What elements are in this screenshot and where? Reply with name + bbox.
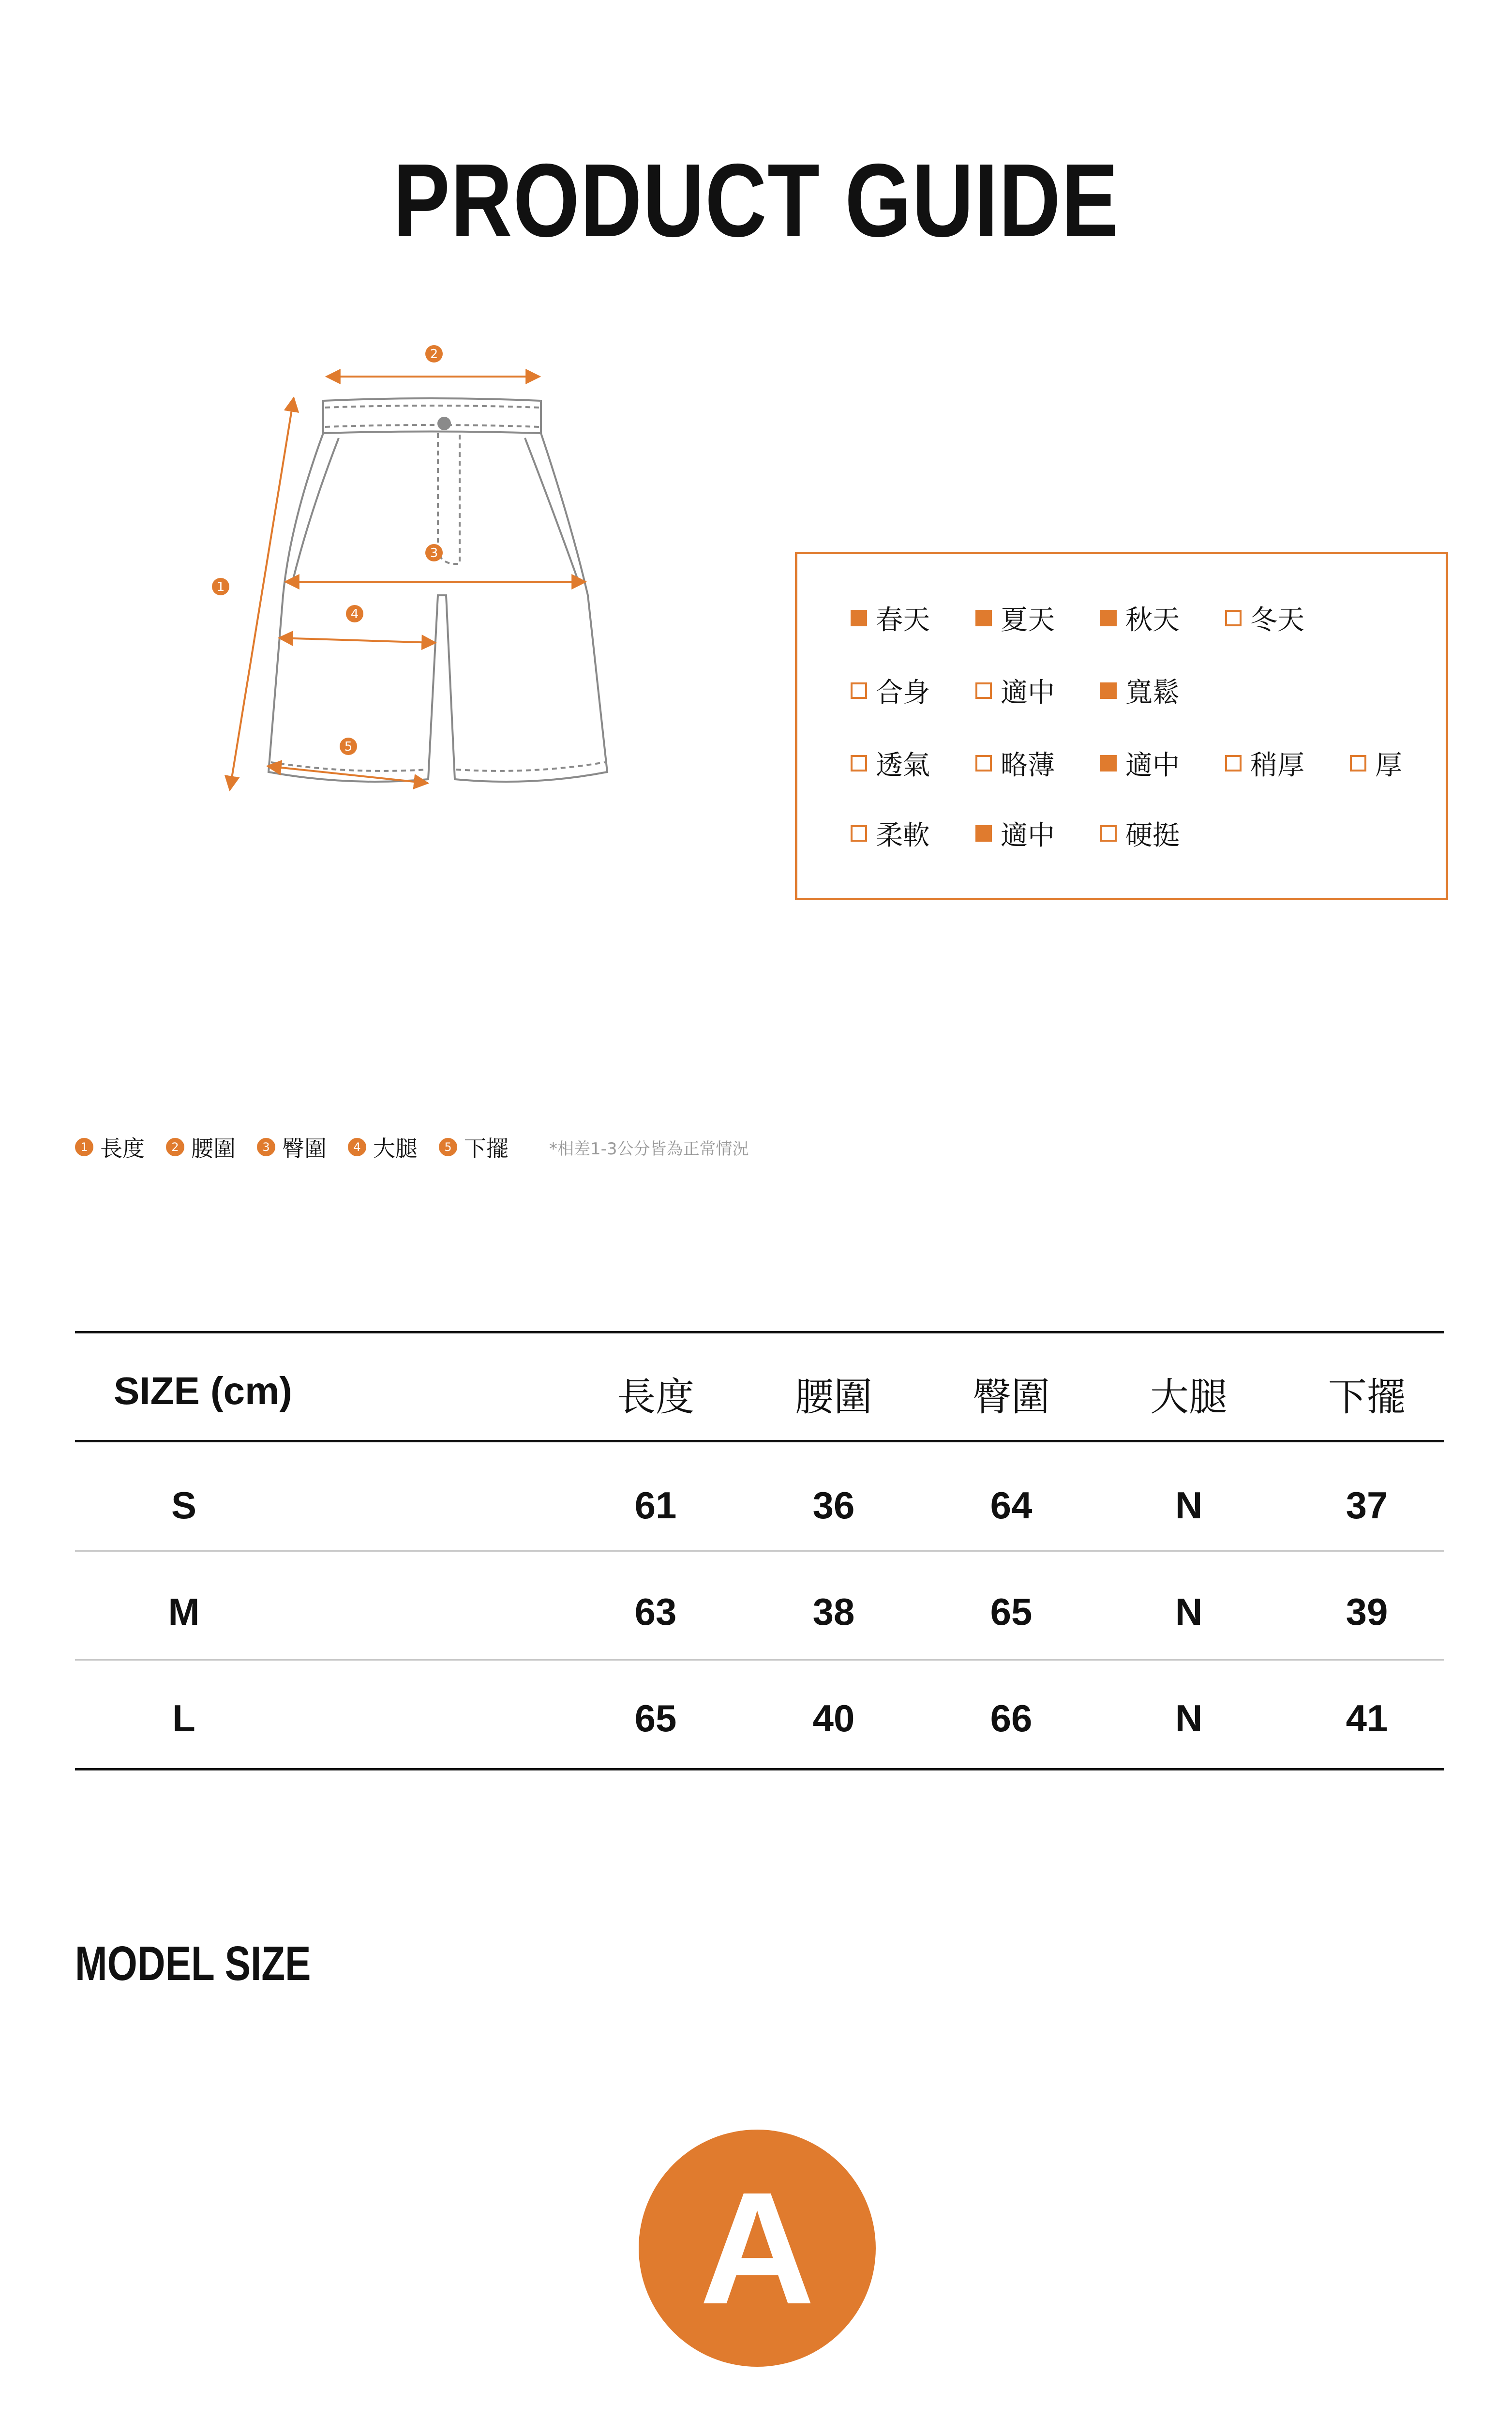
checkbox-empty-icon <box>851 825 867 842</box>
row-divider <box>75 1659 1444 1661</box>
marker-4 <box>346 605 363 622</box>
attr-item <box>1225 601 1350 635</box>
hem-cell: 39 <box>1346 1590 1388 1633</box>
attr-item <box>851 674 975 708</box>
attr-label: 硬挺 <box>1125 820 1180 851</box>
marker-2 <box>425 345 443 363</box>
texture-row <box>851 817 1225 850</box>
legend-label: 腰圍 <box>191 1135 236 1162</box>
attr-item <box>1350 746 1408 780</box>
attribute-box <box>795 552 1448 900</box>
attr-label: 適中 <box>1001 820 1055 851</box>
tolerance-note: *相差1-3公分皆為正常情況 <box>549 1139 749 1159</box>
hip-cell: 65 <box>990 1590 1033 1633</box>
size-cell: S <box>171 1484 197 1527</box>
attr-label: 透氣 <box>876 750 930 781</box>
attr-label: 冬天 <box>1250 605 1304 636</box>
checkbox-empty-icon <box>1350 755 1366 771</box>
svg-text:2: 2 <box>430 347 438 362</box>
attr-label: 適中 <box>1125 750 1180 781</box>
number-badge: 3 <box>257 1138 275 1156</box>
checkbox-empty-icon <box>975 682 992 699</box>
svg-text:4: 4 <box>350 607 359 621</box>
attr-label: 寬鬆 <box>1125 677 1180 709</box>
legend-label: 下擺 <box>464 1135 509 1162</box>
hem-cell: 37 <box>1346 1484 1388 1527</box>
checkbox-empty-icon <box>851 755 867 771</box>
number-badge: 2 <box>166 1138 184 1156</box>
attr-label: 適中 <box>1001 677 1055 709</box>
length-cell: 63 <box>634 1590 677 1633</box>
marker-3 <box>425 544 443 561</box>
checkbox-empty-icon <box>1225 755 1242 771</box>
attr-item <box>975 601 1100 635</box>
length-cell: 61 <box>634 1484 677 1527</box>
attr-item <box>1100 746 1225 780</box>
season-row <box>851 601 1350 635</box>
marker-1 <box>212 578 229 595</box>
legend-item <box>439 1131 509 1163</box>
waist-cell: 36 <box>812 1484 855 1527</box>
checkbox-checked-icon <box>975 825 992 842</box>
svg-text:3: 3 <box>430 546 438 560</box>
checkbox-empty-icon <box>975 755 992 771</box>
attr-item <box>851 601 975 635</box>
table-header-waist: 腰圍 <box>795 1375 872 1420</box>
hip-cell: 66 <box>990 1697 1033 1739</box>
attr-item <box>851 746 975 780</box>
length-cell: 65 <box>634 1697 677 1739</box>
waist-cell: 38 <box>812 1590 855 1633</box>
thigh-cell: N <box>1175 1484 1203 1527</box>
attr-label: 柔軟 <box>876 820 930 851</box>
attr-label: 秋天 <box>1125 605 1180 636</box>
checkbox-empty-icon <box>851 682 867 699</box>
fit-row <box>851 674 1225 708</box>
model-size-title: MODEL SIZE <box>75 1936 311 1991</box>
attr-item <box>1100 601 1225 635</box>
attr-item <box>975 674 1100 708</box>
checkbox-empty-icon <box>1100 825 1117 842</box>
attr-label: 合身 <box>876 677 930 709</box>
legend-label: 大腿 <box>373 1135 418 1162</box>
attr-label: 厚 <box>1375 750 1402 781</box>
avatar: A <box>639 2130 876 2367</box>
table-header-hem: 下擺 <box>1328 1375 1406 1420</box>
measurement-legend <box>75 1133 749 1162</box>
table-header-length: 長度 <box>617 1375 694 1420</box>
thickness-row <box>851 746 1408 780</box>
checkbox-checked-icon <box>1100 755 1117 771</box>
legend-item <box>75 1131 145 1163</box>
thigh-line <box>279 638 435 643</box>
table-header-hip: 臀圍 <box>973 1375 1050 1420</box>
size-cell: M <box>168 1590 200 1633</box>
legend-item <box>166 1131 236 1163</box>
table-header-rule <box>75 1440 1444 1442</box>
attr-item <box>851 817 975 850</box>
table-header-size: SIZE (cm) <box>114 1369 292 1412</box>
checkbox-checked-icon <box>851 610 867 626</box>
svg-text:5: 5 <box>344 740 353 754</box>
checkbox-checked-icon <box>1100 682 1117 699</box>
legend-label: 臀圍 <box>282 1135 327 1162</box>
attr-label: 夏天 <box>1001 605 1055 636</box>
table-bottom-rule <box>75 1768 1444 1770</box>
hip-cell: 64 <box>990 1484 1033 1527</box>
marker-5 <box>340 738 357 755</box>
legend-item <box>348 1131 418 1163</box>
attr-item <box>1100 817 1225 850</box>
number-badge: 4 <box>348 1138 366 1156</box>
waist-cell: 40 <box>812 1697 855 1739</box>
thigh-cell: N <box>1175 1590 1203 1633</box>
shorts-outline-icon <box>203 339 639 847</box>
hem-cell: 41 <box>1346 1697 1388 1739</box>
size-cell: L <box>172 1697 195 1739</box>
attr-label: 略薄 <box>1001 750 1055 781</box>
table-header-thigh: 大腿 <box>1150 1375 1228 1420</box>
page-title: PRODUCT GUIDE <box>393 142 1119 258</box>
attr-item <box>1225 746 1350 780</box>
number-badge: 5 <box>439 1138 457 1156</box>
legend-item <box>257 1131 327 1163</box>
checkbox-checked-icon <box>1100 610 1117 626</box>
row-divider <box>75 1550 1444 1552</box>
legend-label: 長度 <box>100 1135 145 1162</box>
attr-item <box>1100 674 1225 708</box>
thigh-cell: N <box>1175 1697 1203 1739</box>
attr-label: 春天 <box>876 605 930 636</box>
attr-item <box>975 746 1100 780</box>
number-badge: 1 <box>75 1138 93 1156</box>
checkbox-checked-icon <box>975 610 992 626</box>
table-top-rule <box>75 1331 1444 1333</box>
attr-item <box>975 817 1100 850</box>
attr-label: 稍厚 <box>1250 750 1304 781</box>
checkbox-empty-icon <box>1225 610 1242 626</box>
svg-text:1: 1 <box>216 580 225 594</box>
